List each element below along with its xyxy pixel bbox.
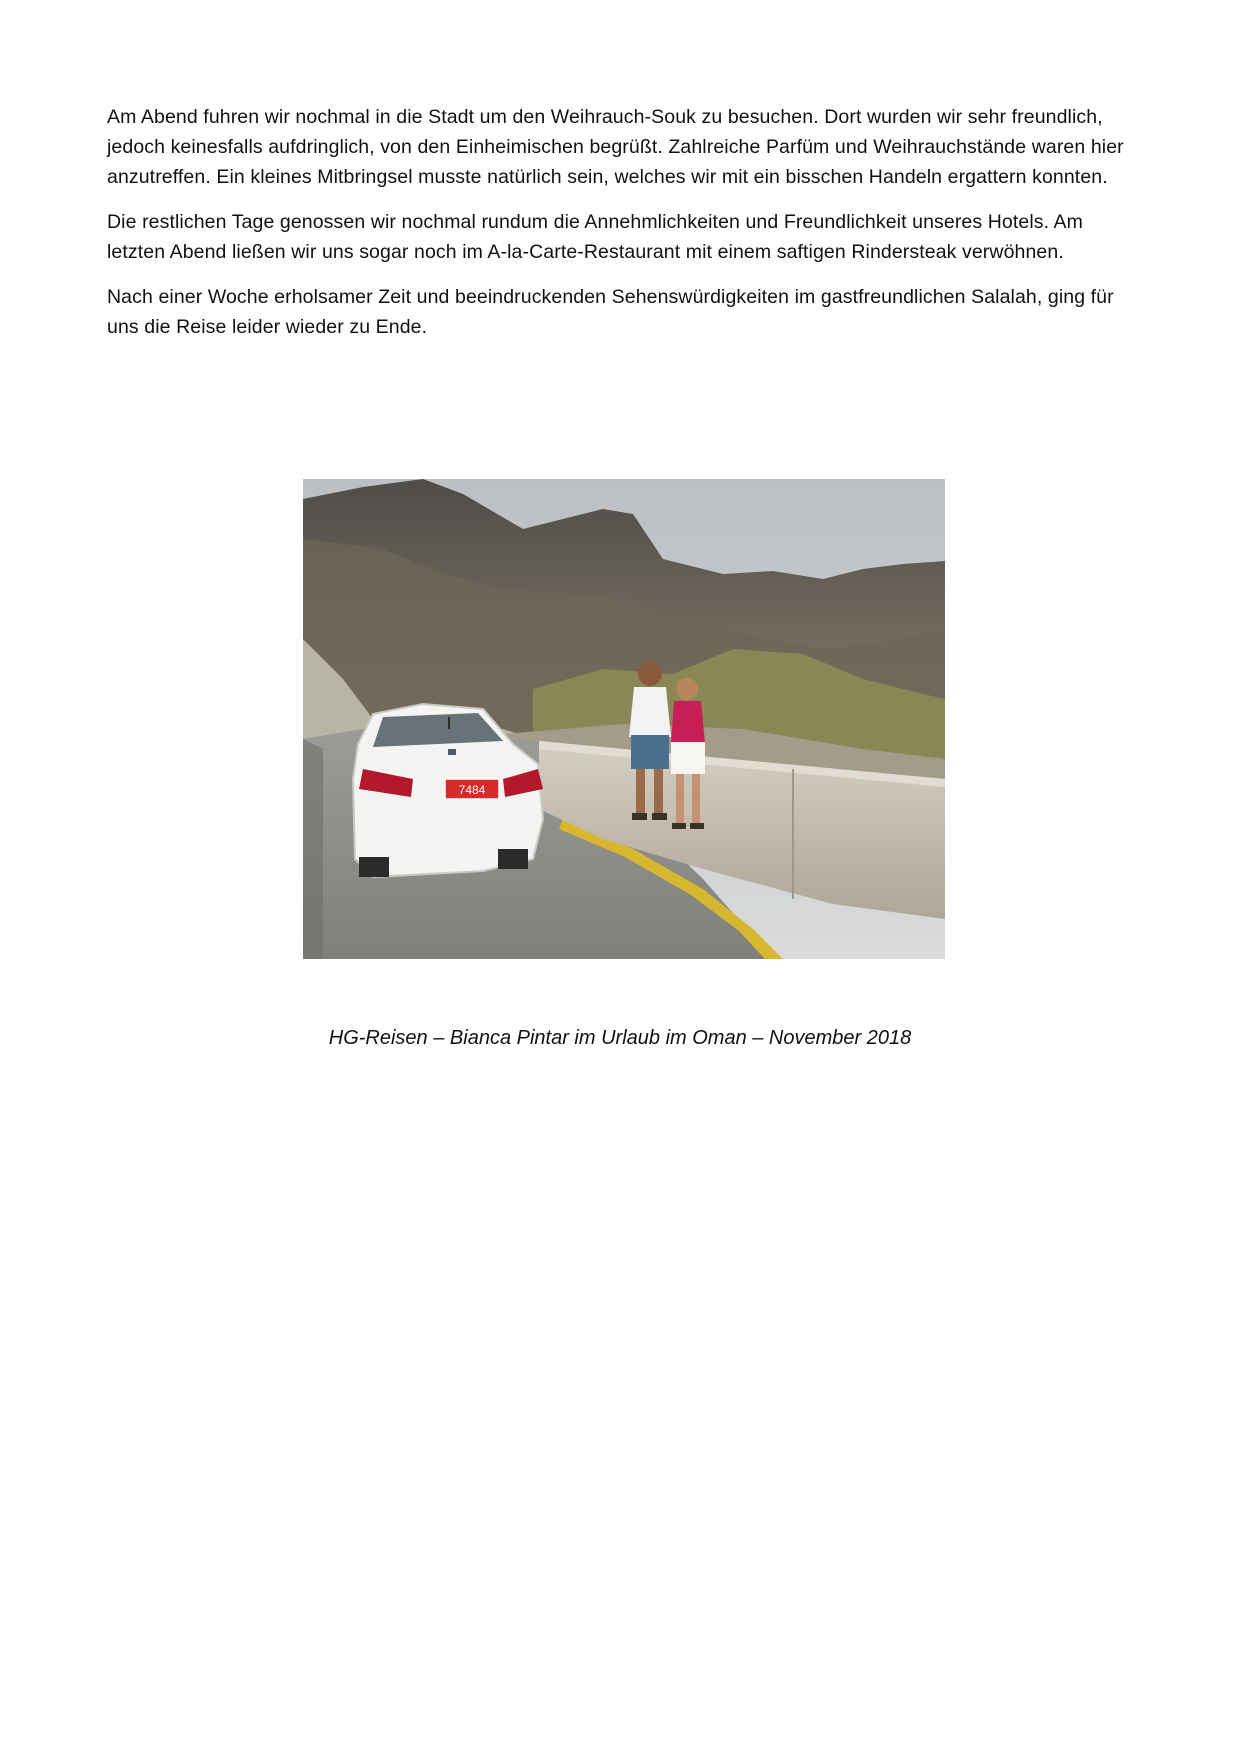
road-shoulder xyxy=(303,739,323,959)
photo-caption: HG-Reisen – Bianca Pintar im Urlaub im Oman – November 2018 xyxy=(328,1027,912,1049)
body-text xyxy=(107,102,1137,357)
vacation-photo xyxy=(303,479,945,959)
paragraph-hotel-days: Die restlichen Tage genossen wir nochmal rundum die Annehmlichkeiten und Freundlichkeit unseres Hotels. Am letzten Abend ließen wir uns sogar noch im A-la-Carte-Restaurant mit einem saftigen Rindersteak verwöhnen. xyxy=(107,211,1084,263)
paragraph-trip-end: Nach einer Woche erholsamer Zeit und beeindruckenden Sehenswürdigkeiten im gastfreundlichen Salalah, ging für uns die Reise leider wieder zu Ende. xyxy=(107,286,1114,338)
paragraph-souk-visit: Am Abend fuhren wir nochmal in die Stadt um den Weihrauch-Souk zu besuchen. Dort wurden wir sehr freundlich, jedoch keinesfalls aufdringlich, von den Einheimischen begrüßt. Zahlreiche Parfüm und Weihrauchstände waren hier anzutreffen. Ein kleines Mitbringsel musste natürlich sein, welches wir mit ein bisschen Handeln ergattern konnten. xyxy=(107,106,1124,188)
photo-illustration xyxy=(303,479,945,959)
license-plate-number: 7484 xyxy=(458,783,486,797)
